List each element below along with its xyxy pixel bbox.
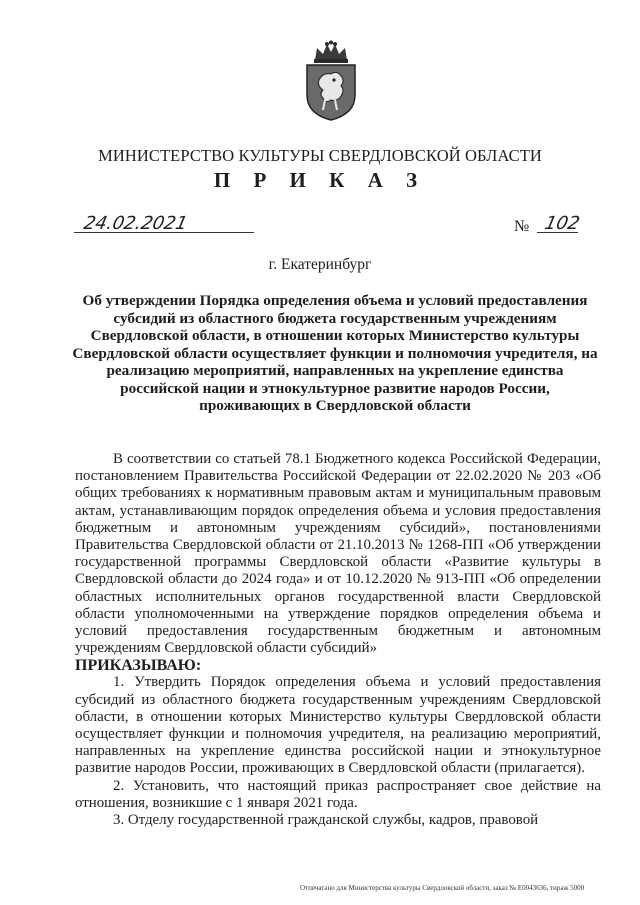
- document-number: 102: [542, 213, 582, 234]
- print-footer: Отпечатано для Министерства культуры Свердловской области, заказ № Е0043636, тираж 5000: [300, 884, 585, 892]
- order-item-3: 3. Отделу государственной гражданской службы, кадров, правовой: [113, 812, 539, 829]
- number-sign: №: [514, 218, 530, 235]
- ministry-name: МИНИСТЕРСТВО КУЛЬТУРЫ СВЕРДЛОВСКОЙ ОБЛАСТИ: [98, 146, 542, 165]
- document-type-title: П Р И К А З: [213, 168, 427, 192]
- order-item-2: 2. Установить, что настоящий приказ распространяет свое действие на отношения, возникшие с 1 января 2021 года.: [75, 777, 601, 811]
- city-line: г. Екатеринбург: [268, 256, 372, 273]
- order-subject: Об утверждении Порядка определения объема и условий предоставления субсидий из областного бюджета государственным учреждениям Свердловской области, в отношении которых Министерство культуры Свердловской области осуществляет функции и полномочия учредителя, на реализацию мероприятий, направленных на укрепление единства российской нации и этнокультурное развитие народов России, проживающих в Свердловской области: [72, 292, 598, 414]
- date-underline: [74, 232, 254, 233]
- coat-of-arms-icon: [301, 40, 361, 122]
- order-item-1: 1. Утвердить Порядок определения объема и условий предоставления субсидий из областного бюджета государственным учреждениям Свердловской области, в отношении которых Министерство культуры Свердловской области осуществляет функции и полномочия учредителя, на реализацию мероприятий, направленных на укрепление единства российской нации и этнокультурное развитие народов России, проживающих в Свердловской области (прилагается).: [75, 674, 601, 777]
- number-underline: [537, 232, 578, 233]
- document-date: 24.02.2021: [81, 213, 190, 234]
- preamble-paragraph: В соответствии со статьей 78.1 Бюджетного кодекса Российской Федерации, постановлением Правительства Российской Федерации от 22.02.2020 № 203 «Об общих требованиях к нормативным правовым актам и муниципальным правовым актам, устанавливающим порядок определения объема и условия предоставления бюджетным и автономным учреждениям субсидий», постановлениями Правительства Свердловской области от 21.10.2013 № 1268-ПП «Об утверждении государственной программы Свердловской области «Развитие культуры в Свердловской области до 2024 года» и от 10.12.2020 № 913-ПП «Об определении областных исполнительных органов государственной власти Свердловской области уполномоченными на утверждение порядков определения объема и условий предоставления государственным бюджетным и автономным учреждениям Свердловской области субсидий»: [75, 451, 601, 657]
- order-word: ПРИКАЗЫВАЮ:: [75, 657, 202, 675]
- order-body: [75, 451, 601, 829]
